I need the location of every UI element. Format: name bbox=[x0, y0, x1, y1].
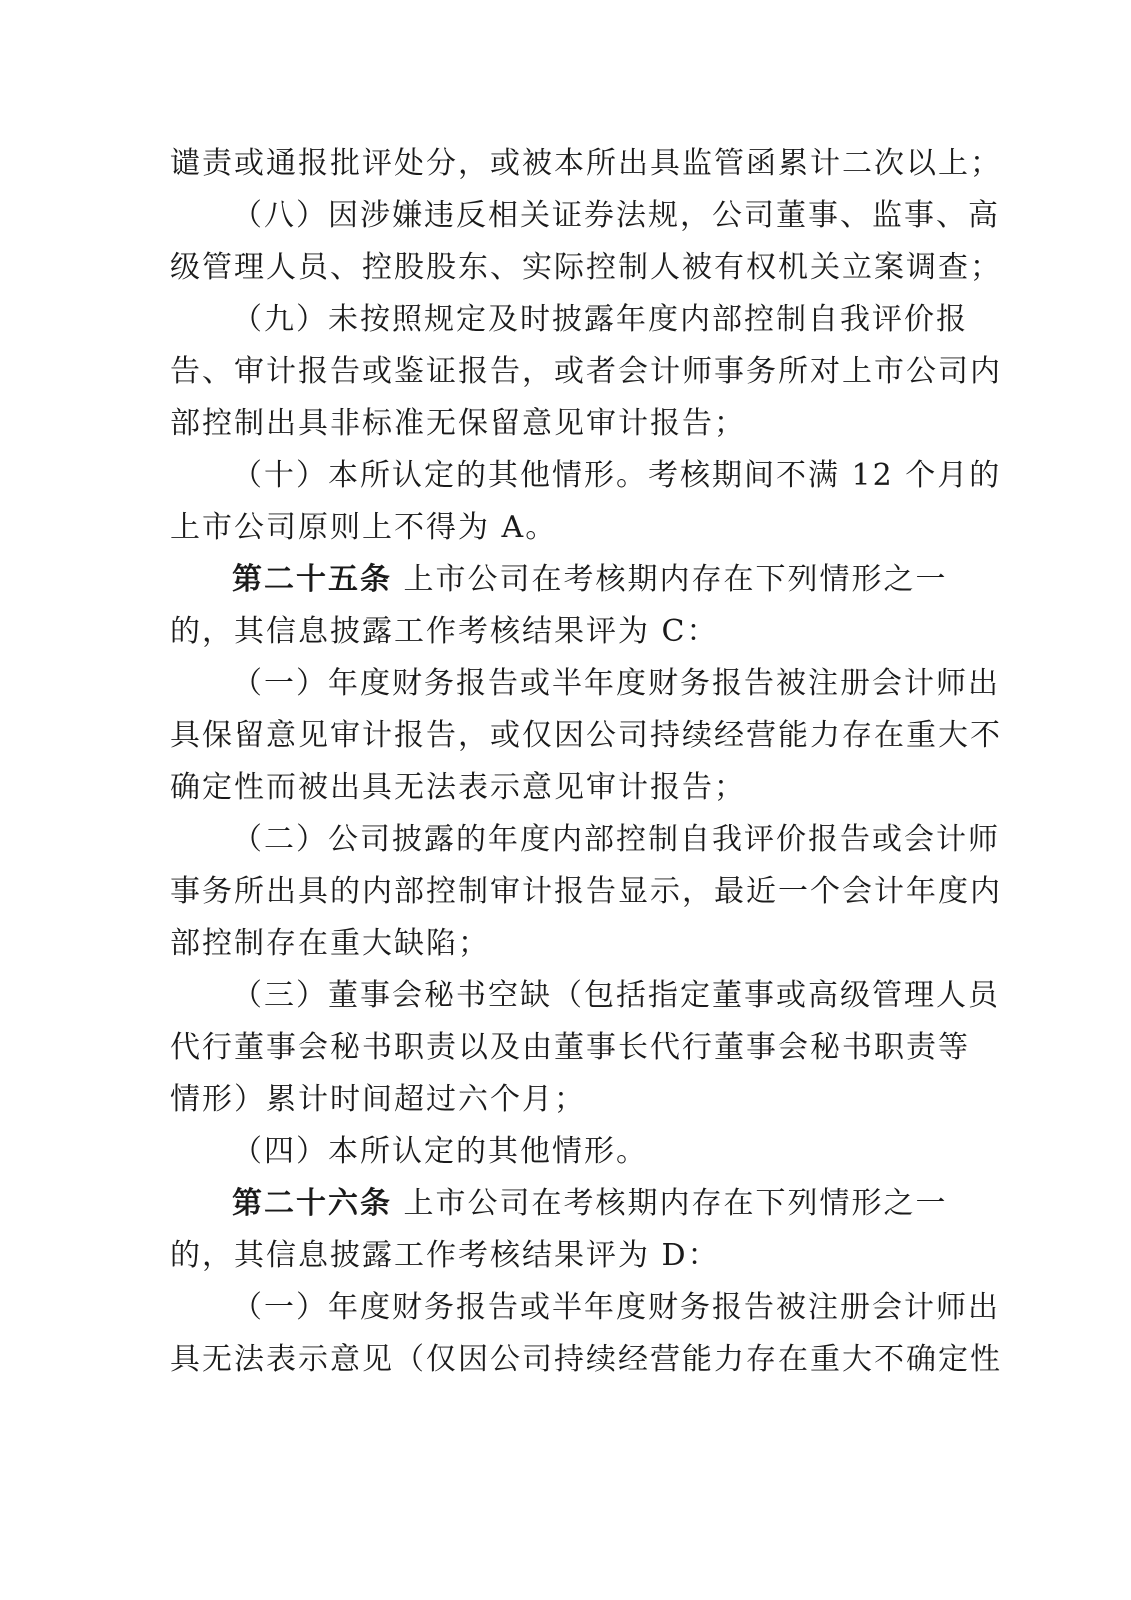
text-line: 告、审计报告或鉴证报告，或者会计师事务所对上市公司内 bbox=[170, 354, 1002, 389]
article-text: 上市公司在考核期内存在下列情形之一 bbox=[392, 1186, 948, 1221]
text-line: （三）董事会秘书空缺（包括指定董事或高级管理人员 bbox=[232, 978, 1000, 1013]
text-line: 的，其信息披露工作考核结果评为 C： bbox=[170, 614, 719, 649]
text-line: 代行董事会秘书职责以及由董事长代行董事会秘书职责等 bbox=[170, 1030, 970, 1065]
text-line: 级管理人员、控股股东、实际控制人被有权机关立案调查； bbox=[170, 250, 1002, 285]
text-line: 具保留意见审计报告，或仅因公司持续经营能力存在重大不 bbox=[170, 718, 1002, 753]
text-line: 部控制存在重大缺陷； bbox=[170, 926, 490, 961]
document-body bbox=[170, 138, 1002, 1386]
article-number: 第二十五条 bbox=[232, 562, 392, 597]
text-line: （一）年度财务报告或半年度财务报告被注册会计师出 bbox=[232, 666, 1000, 701]
text-line: 上市公司原则上不得为 A。 bbox=[170, 510, 558, 545]
text-line: 的，其信息披露工作考核结果评为 D： bbox=[170, 1238, 720, 1273]
text-line: （四）本所认定的其他情形。 bbox=[232, 1134, 648, 1169]
article-number: 第二十六条 bbox=[232, 1186, 392, 1221]
text-line: 谴责或通报批评处分，或被本所出具监管函累计二次以上； bbox=[170, 146, 1002, 181]
text-line: 部控制出具非标准无保留意见审计报告； bbox=[170, 406, 746, 441]
article-heading-line bbox=[170, 554, 948, 606]
text-line: 事务所出具的内部控制审计报告显示，最近一个会计年度内 bbox=[170, 874, 1002, 909]
article-heading-line bbox=[170, 1178, 948, 1230]
text-line: 确定性而被出具无法表示意见审计报告； bbox=[170, 770, 746, 805]
text-line: （二）公司披露的年度内部控制自我评价报告或会计师 bbox=[232, 822, 1000, 857]
article-text: 上市公司在考核期内存在下列情形之一 bbox=[392, 562, 948, 597]
text-line: （八）因涉嫌违反相关证券法规，公司董事、监事、高 bbox=[232, 198, 1000, 233]
text-line: （十）本所认定的其他情形。考核期间不满 12 个月的 bbox=[232, 458, 1002, 493]
text-line: 情形）累计时间超过六个月； bbox=[170, 1082, 586, 1117]
text-line: （一）年度财务报告或半年度财务报告被注册会计师出 bbox=[232, 1290, 1000, 1325]
text-line: （九）未按照规定及时披露年度内部控制自我评价报 bbox=[232, 302, 968, 337]
text-line: 具无法表示意见（仅因公司持续经营能力存在重大不确定性 bbox=[170, 1342, 1002, 1377]
